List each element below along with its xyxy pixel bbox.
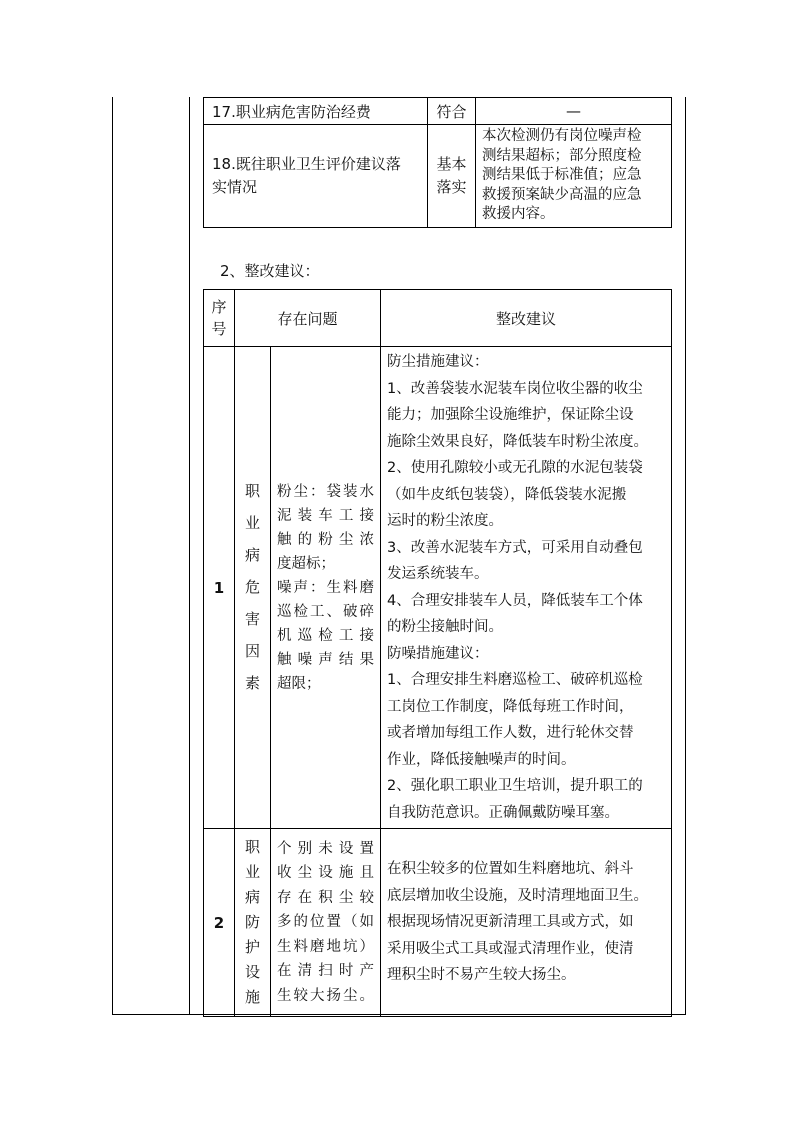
compliance-table bbox=[203, 97, 672, 228]
table-row bbox=[204, 98, 672, 125]
remark-line: 测结果低于标准值；应急 bbox=[482, 167, 642, 183]
advice-header: 整改建议 bbox=[381, 290, 672, 347]
advice-cell: 在积尘较多的位置如生料磨地坑、斜斗 底层增加收尘设施，及时清理地面卫生。 根据现场情况更新清理工具或方式，如 采用吸尘式工具或湿式清理作业，使清 理积尘时不易产生较大扬尘。 bbox=[381, 829, 672, 1017]
problem-cell: 个别未设置 收尘设施且 存在积尘较 多的位置（如 生料磨地坑） 在清扫时产 生较大扬尘。 bbox=[271, 829, 381, 1017]
frame-inner-line bbox=[189, 97, 190, 1015]
remark-line: 测结果超标；部分照度检 bbox=[482, 147, 642, 164]
seq-cell: 1 bbox=[204, 347, 235, 829]
frame-right-line bbox=[685, 97, 686, 1015]
status-line: 落实 bbox=[436, 177, 467, 196]
remark-line: 救援预案缺少高温的应急 bbox=[482, 186, 642, 203]
item-line: 18.既往职业卫生评价建议落 bbox=[212, 154, 401, 173]
problem-cell: 粉尘：袋装水 泥装车工接 触的粉尘浓 度超标； 噪声：生料磨 巡检工、破碎 机巡检工接 触噪声结果 超限； bbox=[271, 347, 381, 829]
table-row bbox=[204, 347, 672, 829]
header-row bbox=[204, 290, 672, 347]
seq-cell: 2 bbox=[204, 829, 235, 1017]
frame-left-line bbox=[112, 97, 113, 1015]
item-line: 实情况 bbox=[212, 177, 258, 196]
problem-header: 存在问题 bbox=[235, 290, 381, 347]
item-cell bbox=[204, 125, 428, 228]
remark-cell bbox=[476, 125, 672, 228]
advice-cell: 防尘措施建议： 1、改善袋装水泥装车岗位收尘器的收尘 能力；加强除尘设施维护，保证除尘设 施除尘效果良好，降低装车时粉尘浓度。 2、使用孔隙较小或无孔隙的水泥包装袋 （如牛皮纸包装袋），降低袋装水泥搬 运时的粉尘浓度。 3、改善水泥装车方式，可采用自动叠包 发运系统装车。 4、合理安排装车人员，降低装车工个体 的粉尘接触时间。 防噪措施建议： 1、合理安排生料磨巡检工、破碎机巡检 工岗位工作制度，降低每班工作时间， 或者增加每组工作人数，进行轮休交替 作业，降低接触噪声的时间。 2、强化职工职业卫生培训，提升职工的 自我防范意识。正确佩戴防噪耳塞。 bbox=[381, 347, 672, 829]
rectification-table bbox=[203, 289, 672, 1017]
item-cell: 17.职业病危害防治经费 bbox=[204, 98, 428, 125]
table-row bbox=[204, 125, 672, 228]
remark-cell: — bbox=[476, 98, 672, 125]
category-cell: 职 业 病 防 护 设 施 bbox=[235, 829, 271, 1017]
section-heading: 2、整改建议： bbox=[220, 262, 320, 280]
status-cell: 符合 bbox=[428, 98, 476, 125]
status-line: 基本 bbox=[436, 154, 467, 173]
seq-header: 序 号 bbox=[204, 290, 235, 347]
remark-line: 本次检测仍有岗位噪声检 bbox=[482, 128, 642, 144]
table-row bbox=[204, 829, 672, 1017]
remark-line: 救援内容。 bbox=[482, 206, 555, 222]
status-cell bbox=[428, 125, 476, 228]
category-cell: 职 业 病 危 害 因 素 bbox=[235, 347, 271, 829]
